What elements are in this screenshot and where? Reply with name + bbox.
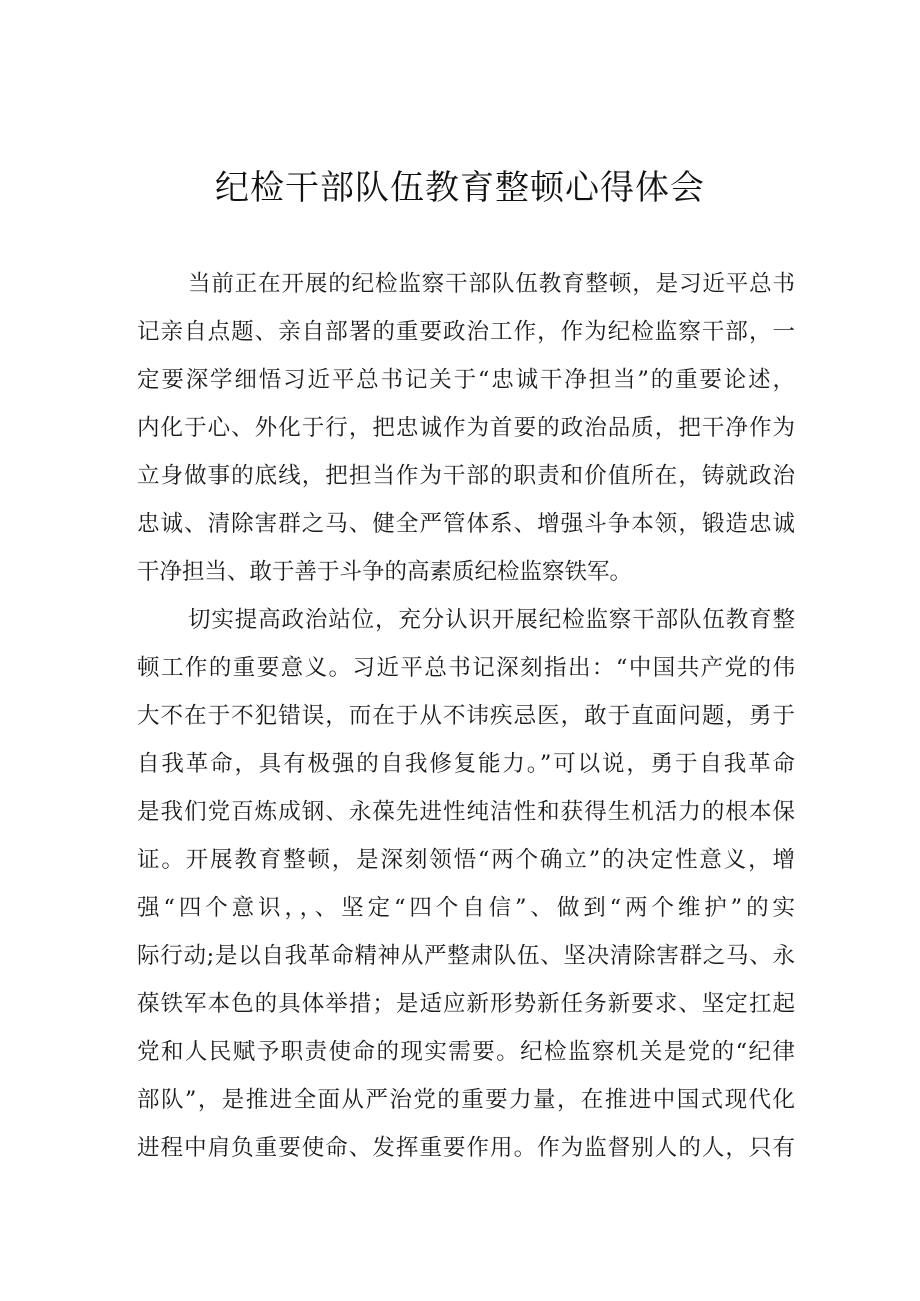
paragraph-2-line-3: 大不在于不犯错误，而在于从不讳疾忌医，敢于直面问题，勇于 bbox=[137, 703, 795, 729]
paragraph-2-line-10: 党和人民赋予职责使命的现实需要。纪检监察机关是党的“纪律 bbox=[137, 1039, 795, 1065]
paragraph-1-line-3: 定要深学细悟习近平总书记关于“忠诚干净担当”的重要论述， bbox=[137, 367, 795, 393]
paragraph-1-line-1: 当前正在开展的纪检监察干部队伍教育整顿，是习近平总书 bbox=[188, 271, 795, 297]
paragraph-1-line-6: 忠诚、清除害群之马、健全严管体系、增强斗争本领，锻造忠诚 bbox=[137, 511, 795, 537]
paragraph-1-line-7: 干净担当、敢于善于斗争的高素质纪检监察铁军。 bbox=[137, 559, 633, 585]
paragraph-2-line-8: 际行动;是以自我革命精神从严整肃队伍、坚决清除害群之马、永 bbox=[137, 943, 795, 969]
paragraph-2-line-12: 进程中肩负重要使命、发挥重要作用。作为监督别人的人，只有 bbox=[137, 1135, 795, 1161]
paragraph-2-line-5: 是我们党百炼成钢、永葆先进性纯洁性和获得生机活力的根本保 bbox=[137, 799, 795, 825]
paragraph-1-line-5: 立身做事的底线，把担当作为干部的职责和价值所在，铸就政治 bbox=[137, 463, 795, 489]
document-title: 纪检干部队伍教育整顿心得体会 bbox=[215, 168, 705, 208]
paragraph-1-line-4: 内化于心、外化于行，把忠诚作为首要的政治品质，把干净作为 bbox=[137, 415, 795, 441]
paragraph-2-line-9: 葆铁军本色的具体举措；是适应新形势新任务新要求、坚定扛起 bbox=[137, 991, 795, 1017]
paragraph-2-line-6: 证。开展教育整顿，是深刻领悟“两个确立”的决定性意义，增 bbox=[137, 847, 795, 873]
paragraph-2-line-1: 切实提高政治站位，充分认识开展纪检监察干部队伍教育整 bbox=[188, 607, 795, 633]
paragraph-2-line-2: 顿工作的重要意义。习近平总书记深刻指出：“中国共产党的伟 bbox=[137, 655, 795, 681]
paragraph-1-line-2: 记亲自点题、亲自部署的重要政治工作，作为纪检监察干部，一 bbox=[137, 319, 795, 345]
paragraph-2-line-4: 自我革命，具有极强的自我修复能力。”可以说，勇于自我革命 bbox=[137, 751, 795, 777]
paragraph-2-line-7: 强“四个意识，，、坚定“四个自信”、做到“两个维护”的实 bbox=[137, 895, 795, 921]
paragraph-2-line-11: 部队”，是推进全面从严治党的重要力量，在推进中国式现代化 bbox=[137, 1087, 795, 1113]
